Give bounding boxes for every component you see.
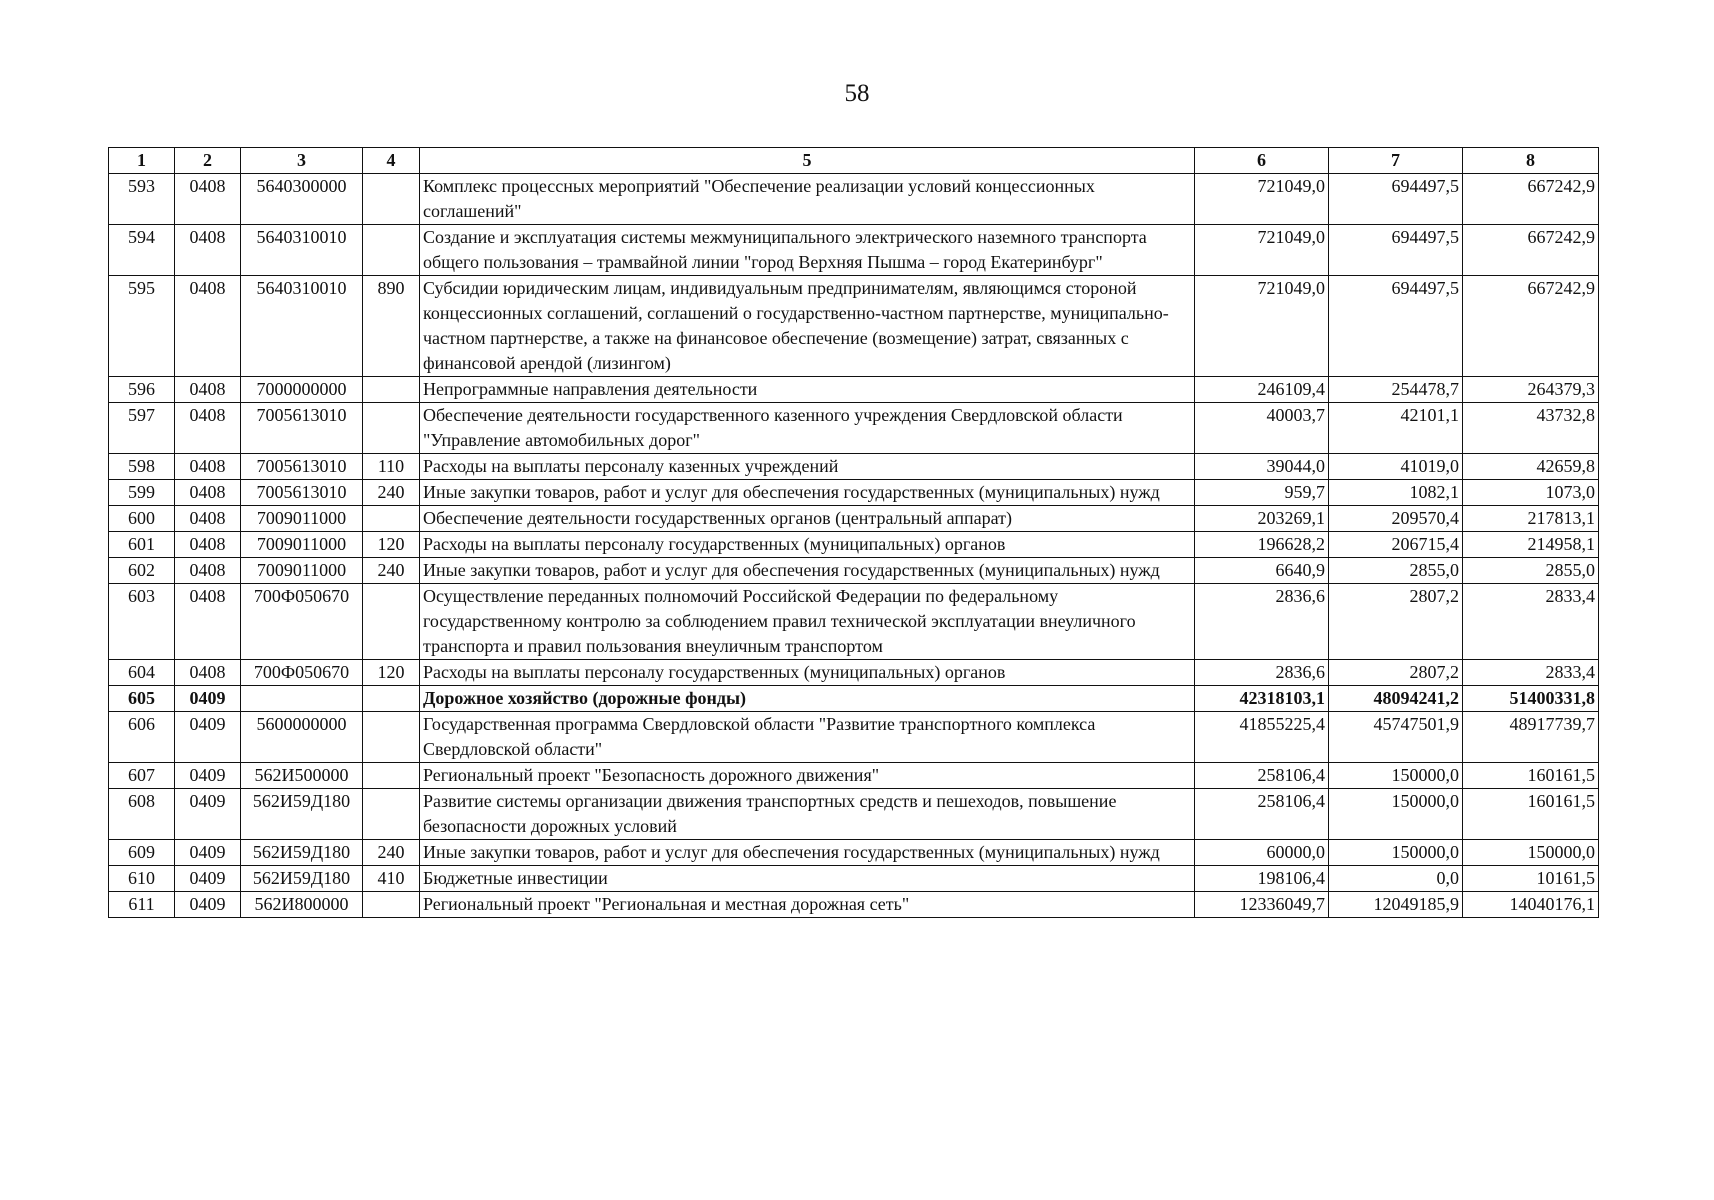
section-code: 0408 <box>175 506 241 532</box>
table-row <box>109 686 1599 712</box>
item-name: Осуществление переданных полномочий Российской Федерации по федеральному государственному контролю за соблюдением правил технической эксплуатации внеуличного транспорта и правил пользования внеуличным транспортом <box>420 584 1195 660</box>
amount-col-6: 2836,6 <box>1195 584 1329 660</box>
item-name: Бюджетные инвестиции <box>420 866 1195 892</box>
row-number: 598 <box>109 454 175 480</box>
section-code: 0408 <box>175 660 241 686</box>
expense-type-code: 120 <box>363 532 420 558</box>
table-body <box>109 174 1599 918</box>
target-article-code: 7000000000 <box>241 377 363 403</box>
amount-col-7: 206715,4 <box>1329 532 1463 558</box>
target-article-code: 5640310010 <box>241 225 363 276</box>
amount-col-6: 246109,4 <box>1195 377 1329 403</box>
row-number: 597 <box>109 403 175 454</box>
target-article-code: 562И59Д180 <box>241 840 363 866</box>
item-name: Расходы на выплаты персоналу казенных учреждений <box>420 454 1195 480</box>
item-name: Расходы на выплаты персоналу государственных (муниципальных) органов <box>420 660 1195 686</box>
item-name: Непрограммные направления деятельности <box>420 377 1195 403</box>
amount-col-8: 1073,0 <box>1463 480 1599 506</box>
amount-col-7: 209570,4 <box>1329 506 1463 532</box>
target-article-code: 7009011000 <box>241 532 363 558</box>
expense-type-code: 240 <box>363 840 420 866</box>
amount-col-8: 160161,5 <box>1463 763 1599 789</box>
amount-col-8: 10161,5 <box>1463 866 1599 892</box>
expense-type-code <box>363 584 420 660</box>
target-article-code: 562И800000 <box>241 892 363 918</box>
amount-col-8: 2855,0 <box>1463 558 1599 584</box>
item-name: Региональный проект "Безопасность дорожного движения" <box>420 763 1195 789</box>
section-code: 0408 <box>175 174 241 225</box>
target-article-code: 5640300000 <box>241 174 363 225</box>
amount-col-7: 150000,0 <box>1329 763 1463 789</box>
amount-col-7: 12049185,9 <box>1329 892 1463 918</box>
amount-col-7: 2807,2 <box>1329 584 1463 660</box>
target-article-code: 7005613010 <box>241 480 363 506</box>
item-name: Обеспечение деятельности государственных органов (центральный аппарат) <box>420 506 1195 532</box>
amount-col-6: 40003,7 <box>1195 403 1329 454</box>
section-code: 0409 <box>175 789 241 840</box>
header-col-2: 2 <box>175 148 241 174</box>
row-number: 609 <box>109 840 175 866</box>
item-name: Иные закупки товаров, работ и услуг для обеспечения государственных (муниципальных) нужд <box>420 840 1195 866</box>
expense-type-code <box>363 377 420 403</box>
amount-col-6: 203269,1 <box>1195 506 1329 532</box>
section-code: 0409 <box>175 866 241 892</box>
table-row <box>109 789 1599 840</box>
row-number: 594 <box>109 225 175 276</box>
amount-col-8: 43732,8 <box>1463 403 1599 454</box>
row-number: 608 <box>109 789 175 840</box>
table-row <box>109 866 1599 892</box>
amount-col-6: 721049,0 <box>1195 276 1329 377</box>
amount-col-6: 258106,4 <box>1195 763 1329 789</box>
table-row <box>109 454 1599 480</box>
amount-col-6: 721049,0 <box>1195 174 1329 225</box>
row-number: 599 <box>109 480 175 506</box>
item-name: Развитие системы организации движения транспортных средств и пешеходов, повышение безопасности дорожных условий <box>420 789 1195 840</box>
amount-col-8: 667242,9 <box>1463 174 1599 225</box>
row-number: 596 <box>109 377 175 403</box>
expense-type-code <box>363 225 420 276</box>
amount-col-7: 694497,5 <box>1329 276 1463 377</box>
amount-col-7: 254478,7 <box>1329 377 1463 403</box>
row-number: 603 <box>109 584 175 660</box>
table-row <box>109 276 1599 377</box>
amount-col-6: 721049,0 <box>1195 225 1329 276</box>
amount-col-6: 6640,9 <box>1195 558 1329 584</box>
amount-col-6: 198106,4 <box>1195 866 1329 892</box>
amount-col-6: 2836,6 <box>1195 660 1329 686</box>
amount-col-8: 217813,1 <box>1463 506 1599 532</box>
amount-col-8: 2833,4 <box>1463 660 1599 686</box>
row-number: 610 <box>109 866 175 892</box>
expense-type-code: 240 <box>363 480 420 506</box>
row-number: 595 <box>109 276 175 377</box>
table-row <box>109 174 1599 225</box>
row-number: 611 <box>109 892 175 918</box>
section-code: 0408 <box>175 377 241 403</box>
amount-col-8: 14040176,1 <box>1463 892 1599 918</box>
amount-col-7: 694497,5 <box>1329 225 1463 276</box>
table-row <box>109 840 1599 866</box>
expense-type-code: 120 <box>363 660 420 686</box>
expense-type-code <box>363 174 420 225</box>
amount-col-6: 42318103,1 <box>1195 686 1329 712</box>
amount-col-7: 1082,1 <box>1329 480 1463 506</box>
amount-col-8: 160161,5 <box>1463 789 1599 840</box>
table-row <box>109 480 1599 506</box>
row-number: 601 <box>109 532 175 558</box>
amount-col-6: 41855225,4 <box>1195 712 1329 763</box>
amount-col-8: 2833,4 <box>1463 584 1599 660</box>
amount-col-8: 150000,0 <box>1463 840 1599 866</box>
amount-col-7: 150000,0 <box>1329 840 1463 866</box>
row-number: 593 <box>109 174 175 225</box>
expense-type-code <box>363 686 420 712</box>
section-code: 0408 <box>175 403 241 454</box>
target-article-code: 562И500000 <box>241 763 363 789</box>
table-row <box>109 763 1599 789</box>
page-number: 58 <box>844 80 870 107</box>
expense-type-code: 890 <box>363 276 420 377</box>
target-article-code: 7005613010 <box>241 454 363 480</box>
table-row <box>109 506 1599 532</box>
target-article-code <box>241 686 363 712</box>
target-article-code: 5640310010 <box>241 276 363 377</box>
amount-col-6: 258106,4 <box>1195 789 1329 840</box>
target-article-code: 700Ф050670 <box>241 584 363 660</box>
amount-col-7: 2855,0 <box>1329 558 1463 584</box>
header-col-3: 3 <box>241 148 363 174</box>
row-number: 605 <box>109 686 175 712</box>
table-row <box>109 892 1599 918</box>
amount-col-8: 667242,9 <box>1463 225 1599 276</box>
item-name: Комплекс процессных мероприятий "Обеспечение реализации условий концессионных соглашений" <box>420 174 1195 225</box>
amount-col-8: 48917739,7 <box>1463 712 1599 763</box>
header-col-4: 4 <box>363 148 420 174</box>
item-name: Иные закупки товаров, работ и услуг для обеспечения государственных (муниципальных) нужд <box>420 480 1195 506</box>
table-row <box>109 712 1599 763</box>
table-row <box>109 377 1599 403</box>
amount-col-7: 0,0 <box>1329 866 1463 892</box>
table-row <box>109 532 1599 558</box>
header-col-7: 7 <box>1329 148 1463 174</box>
expense-type-code: 410 <box>363 866 420 892</box>
section-code: 0409 <box>175 892 241 918</box>
item-name: Дорожное хозяйство (дорожные фонды) <box>420 686 1195 712</box>
item-name: Создание и эксплуатация системы межмуниципального электрического наземного транспорта общего пользования – трамвайной линии "город Верхняя Пышма – город Екатеринбург" <box>420 225 1195 276</box>
amount-col-6: 12336049,7 <box>1195 892 1329 918</box>
expense-type-code <box>363 403 420 454</box>
amount-col-7: 48094241,2 <box>1329 686 1463 712</box>
section-code: 0408 <box>175 532 241 558</box>
section-code: 0408 <box>175 584 241 660</box>
header-col-1: 1 <box>109 148 175 174</box>
amount-col-7: 41019,0 <box>1329 454 1463 480</box>
target-article-code: 5600000000 <box>241 712 363 763</box>
table-row <box>109 225 1599 276</box>
amount-col-6: 959,7 <box>1195 480 1329 506</box>
section-code: 0409 <box>175 840 241 866</box>
expense-type-code <box>363 892 420 918</box>
amount-col-8: 51400331,8 <box>1463 686 1599 712</box>
table-row <box>109 403 1599 454</box>
expense-type-code <box>363 789 420 840</box>
section-code: 0408 <box>175 558 241 584</box>
section-code: 0408 <box>175 480 241 506</box>
expense-type-code <box>363 712 420 763</box>
amount-col-8: 667242,9 <box>1463 276 1599 377</box>
section-code: 0409 <box>175 712 241 763</box>
amount-col-8: 42659,8 <box>1463 454 1599 480</box>
amount-col-7: 694497,5 <box>1329 174 1463 225</box>
amount-col-7: 45747501,9 <box>1329 712 1463 763</box>
header-col-5: 5 <box>420 148 1195 174</box>
expense-type-code <box>363 763 420 789</box>
amount-col-6: 39044,0 <box>1195 454 1329 480</box>
target-article-code: 700Ф050670 <box>241 660 363 686</box>
target-article-code: 562И59Д180 <box>241 866 363 892</box>
section-code: 0408 <box>175 454 241 480</box>
item-name: Субсидии юридическим лицам, индивидуальным предпринимателям, являющимся стороной концессионных соглашений, соглашений о государственно-частном партнерстве, муниципально-частном партнерстве, а также на финансовое обеспечение (возмещение) затрат, связанных с финансовой арендой (лизингом) <box>420 276 1195 377</box>
header-col-8: 8 <box>1463 148 1599 174</box>
item-name: Региональный проект "Региональная и местная дорожная сеть" <box>420 892 1195 918</box>
amount-col-7: 150000,0 <box>1329 789 1463 840</box>
table-row <box>109 660 1599 686</box>
amount-col-6: 60000,0 <box>1195 840 1329 866</box>
row-number: 600 <box>109 506 175 532</box>
row-number: 602 <box>109 558 175 584</box>
row-number: 604 <box>109 660 175 686</box>
item-name: Государственная программа Свердловской области "Развитие транспортного комплекса Свердловской области" <box>420 712 1195 763</box>
row-number: 607 <box>109 763 175 789</box>
expense-type-code <box>363 506 420 532</box>
header-col-6: 6 <box>1195 148 1329 174</box>
target-article-code: 562И59Д180 <box>241 789 363 840</box>
amount-col-7: 42101,1 <box>1329 403 1463 454</box>
amount-col-8: 214958,1 <box>1463 532 1599 558</box>
expense-type-code: 110 <box>363 454 420 480</box>
row-number: 606 <box>109 712 175 763</box>
section-code: 0409 <box>175 763 241 789</box>
target-article-code: 7005613010 <box>241 403 363 454</box>
amount-col-6: 196628,2 <box>1195 532 1329 558</box>
amount-col-7: 2807,2 <box>1329 660 1463 686</box>
table-row <box>109 584 1599 660</box>
target-article-code: 7009011000 <box>241 558 363 584</box>
section-code: 0409 <box>175 686 241 712</box>
expense-type-code: 240 <box>363 558 420 584</box>
item-name: Иные закупки товаров, работ и услуг для обеспечения государственных (муниципальных) нужд <box>420 558 1195 584</box>
budget-table <box>108 147 1599 918</box>
amount-col-8: 264379,3 <box>1463 377 1599 403</box>
section-code: 0408 <box>175 225 241 276</box>
item-name: Обеспечение деятельности государственного казенного учреждения Свердловской области "Управление автомобильных дорог" <box>420 403 1195 454</box>
target-article-code: 7009011000 <box>241 506 363 532</box>
section-code: 0408 <box>175 276 241 377</box>
table-row <box>109 558 1599 584</box>
table-header-row <box>109 148 1599 174</box>
item-name: Расходы на выплаты персоналу государственных (муниципальных) органов <box>420 532 1195 558</box>
